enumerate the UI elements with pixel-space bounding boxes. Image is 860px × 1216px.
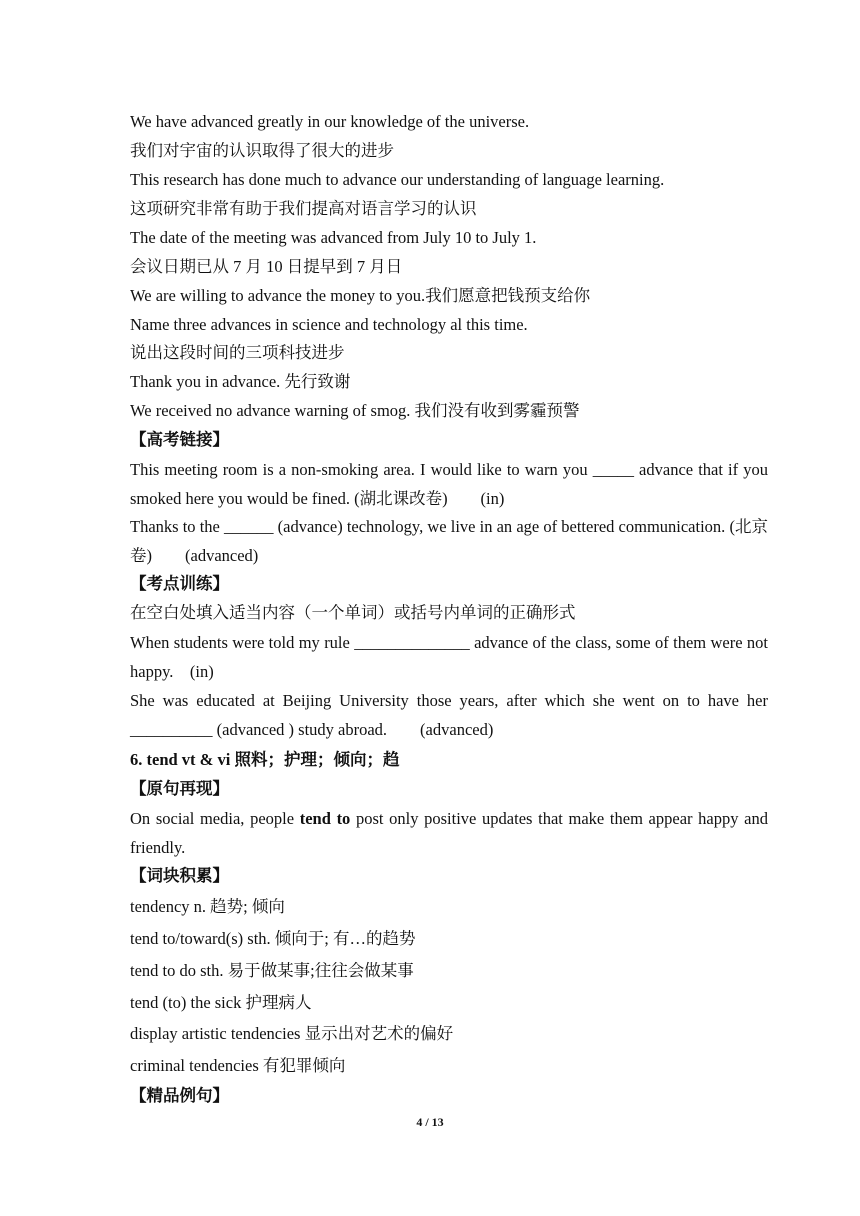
phrase-item: tend (to) the sick 护理病人 <box>130 993 312 1012</box>
section-heading-gaokao-link: 【高考链接】 <box>130 430 229 449</box>
phrase-item: tend to do sth. 易于做某事;往往会做某事 <box>130 961 414 980</box>
section-heading-example-sentences: 【精品例句】 <box>130 1086 229 1105</box>
original-sentence <box>130 804 768 862</box>
vocabulary-entry-heading: 6. tend vt & vi 照料；护理；倾向；趋 <box>130 750 400 769</box>
original-sentence-part: On social media, people <box>130 809 300 828</box>
page-number: 4 / 13 <box>416 1115 444 1129</box>
example-sentence-zh: 说出这段时间的三项科技进步 <box>130 343 345 362</box>
example-sentence-en: This research has done much to advance our understanding of language learning. <box>130 170 665 189</box>
exercise-instruction: 在空白处填入适当内容（一个单词）或括号内单词的正确形式 <box>130 603 576 622</box>
phrase-item: criminal tendencies 有犯罪倾向 <box>130 1056 346 1075</box>
example-sentence-en: We received no advance warning of smog. 我们没有收到雾霾预警 <box>130 401 580 420</box>
phrase-item: tendency n. 趋势; 倾向 <box>130 897 285 916</box>
exercise-question: Thanks to the ______ (advance) technology, we live in an age of bettered communication. (北京卷) (advanced) <box>130 517 768 565</box>
example-sentence-en: The date of the meeting was advanced from July 10 to July 1. <box>130 228 537 247</box>
section-heading-original-sentence: 【原句再现】 <box>130 779 229 798</box>
original-sentence-keyword: tend to <box>299 809 351 828</box>
phrase-item: display artistic tendencies 显示出对艺术的偏好 <box>130 1024 454 1043</box>
section-heading-practice: 【考点训练】 <box>130 574 229 593</box>
original-sentence-part: post only positive updates that make them appear happy and friendly. <box>130 809 768 857</box>
exercise-question: When students were told my rule ______________ advance of the class, some of them were not happy. (in) <box>130 633 768 681</box>
example-sentence-zh: 这项研究非常有助于我们提高对语言学习的认识 <box>130 199 477 218</box>
example-sentence-en: Thank you in advance. 先行致谢 <box>130 372 351 391</box>
example-sentence-en: Name three advances in science and technology al this time. <box>130 315 528 334</box>
example-sentence-zh: 会议日期已从 7 月 10 日提早到 7 月日 <box>130 257 403 276</box>
exercise-question: She was educated at Beijing University those years, after which she went on to have her __________ (advanced ) study abroad. (advanced) <box>130 691 768 739</box>
exercise-question: This meeting room is a non-smoking area. I would like to warn you _____ advance that if you smoked here you would be fined. (湖北课改卷) (in) <box>130 460 768 508</box>
example-sentence-en: We are willing to advance the money to you.我们愿意把钱预支给你 <box>130 286 591 305</box>
phrase-item: tend to/toward(s) sth. 倾向于; 有…的趋势 <box>130 929 416 948</box>
example-sentence-en: We have advanced greatly in our knowledge of the universe. <box>130 112 530 131</box>
example-sentence-zh: 我们对宇宙的认识取得了很大的进步 <box>130 141 394 160</box>
section-heading-phrases: 【词块积累】 <box>130 866 229 885</box>
